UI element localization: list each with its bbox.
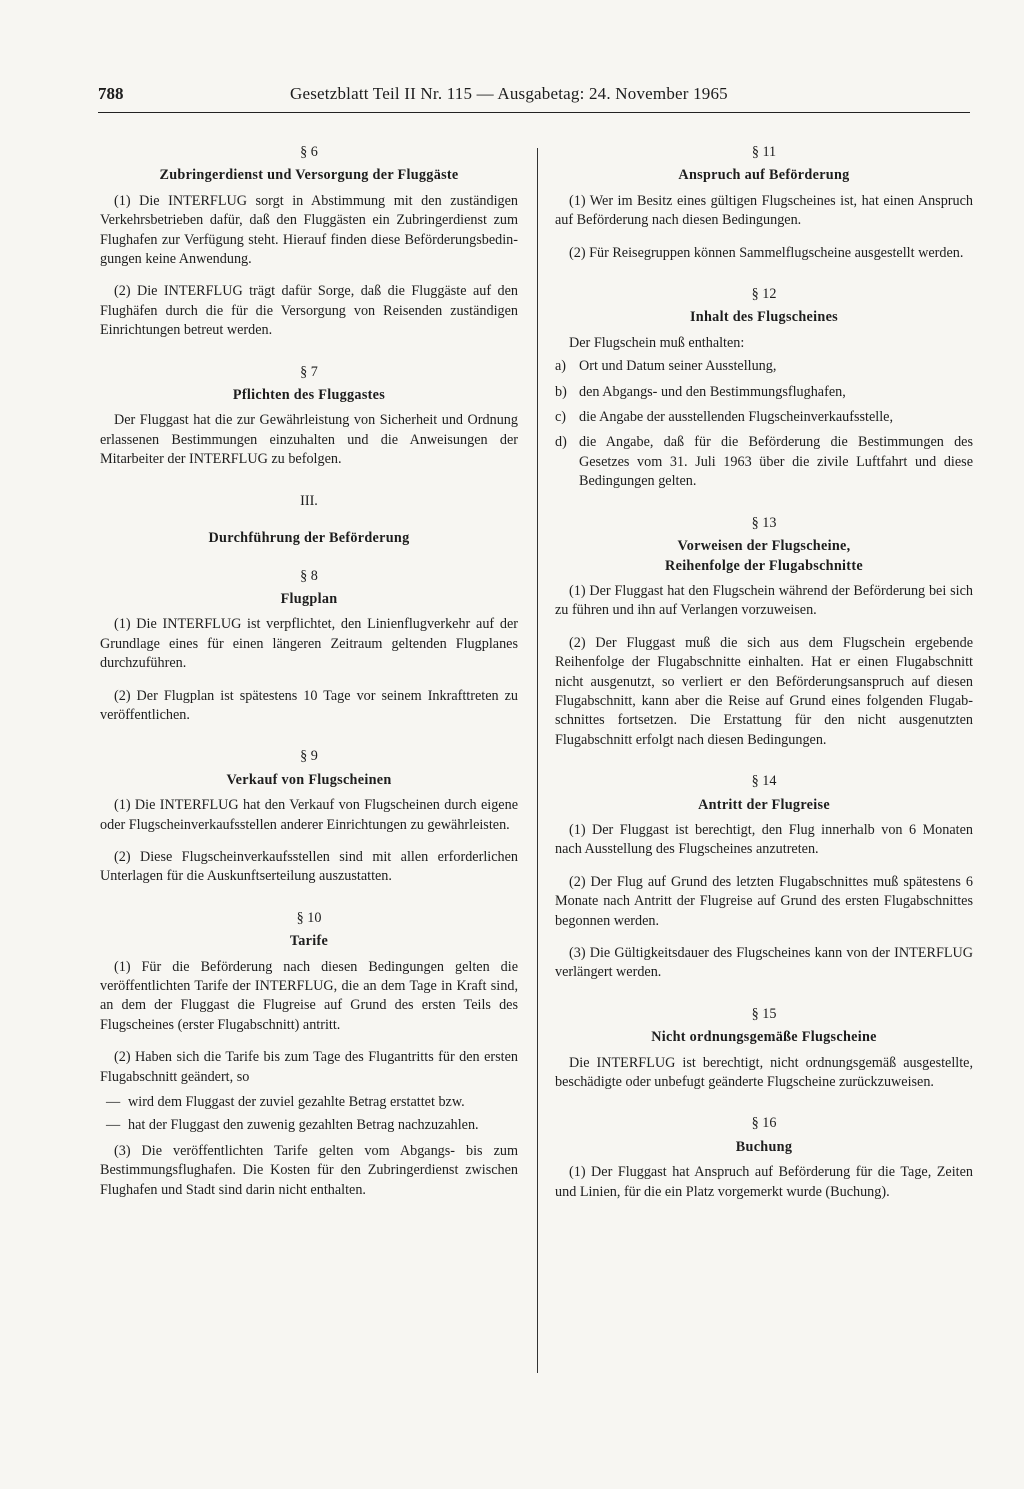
section-number: § 7 <box>300 363 318 380</box>
section-number: § 12 <box>751 286 777 303</box>
paragraph: (2) Die INTERFLUG trägt dafür Sorge, daß die Fluggäste auf den Flughäfen durch die für die Versorgung von Reisenden zuständigen Einrichtungen betreut werden. <box>100 283 518 339</box>
section-number: § 10 <box>296 909 322 926</box>
paragraph: (1) Der Fluggast ist berechtigt, den Flug innerhalb von 6 Monaten nach Ausstellung des Flugscheines anzutreten. <box>555 821 973 858</box>
paragraph: (2) Der Fluggast muß die sich aus dem Flugschein ergebende Reihenfolge der Flugabschnitte einhalten. Hat er einen Flugabschnitt nicht ausgenutzt, so verliert er den Beförderungsanspruch auf diesen Flugabschnitt, kann aber die Reise auf Grund eines folgenden Flugabschnittes fortsetzen. Die Erstattung für den nicht ausgenutzten Flugabschnitt erfolgt nach diesen Bedingungen. <box>555 634 973 748</box>
section-number: § 11 <box>751 144 777 160</box>
section-title: Nicht ordnungsgemäße Flugscheine <box>651 1029 877 1046</box>
paragraph: (2) Der Flug auf Grund des letzten Flugabschnittes muß spätestens 6 Monate nach Antritt der Flugreise auf Grund des ersten Flugabschnittes begonnen werden. <box>555 873 973 929</box>
running-head: Gesetzblatt Teil II Nr. 115 — Ausgabetag: 24. November 1965 <box>290 84 728 103</box>
section-10 <box>100 909 518 1200</box>
section-14 <box>555 772 973 983</box>
paragraph: (3) Die veröffentlichten Tarife gelten vom Abgangs- bis zum Bestimmungsflughafen. Die Kosten für den Zubringerdienst zwischen Flughafen und Stadt sind darin nicht enthalten. <box>100 1142 518 1198</box>
dash-marker: — <box>106 1094 121 1111</box>
dash-marker: — <box>106 1117 121 1134</box>
paragraph: (2) Für Reisegruppen können Sammelflugscheine ausgestellt werden. <box>569 244 964 261</box>
right-column <box>555 143 973 1224</box>
item-list <box>555 357 973 491</box>
section-7 <box>100 363 518 470</box>
section-title: Flugplan <box>280 590 338 607</box>
section-title: Vorweisen der Flugscheine, <box>677 538 851 555</box>
section-title: Anspruch auf Beförderung <box>678 167 850 184</box>
paragraph: (1) Wer im Besitz eines gültigen Flugscheines ist, hat einen Anspruch auf Beförderung nach diesen Bedingungen. <box>555 192 973 229</box>
section-title: Buchung <box>735 1138 793 1155</box>
section-title: Pflichten des Fluggastes <box>232 387 386 404</box>
section-number: § 9 <box>300 748 318 765</box>
paragraph: Der Fluggast hat die zur Gewährleistung von Sicherheit und Ordnung erlassenen Bestimmungen einzuhalten und die Anweisungen der Mitarbeiter der INTERFLUG zu befolgen. <box>100 412 518 468</box>
list-item: — hat der Fluggast den zuwenig gezahlten Betrag nachzuzahlen. <box>100 1116 518 1135</box>
column-divider <box>537 148 538 1373</box>
paragraph: (1) Der Fluggast hat Anspruch auf Beförderung für die Tage, Zeiten und Linien, für die ein Platz vorgemerkt wurde (Buchung). <box>555 1164 973 1200</box>
section-13 <box>555 514 973 750</box>
section-number: § 16 <box>751 1115 777 1132</box>
left-column <box>100 143 518 1222</box>
section-16 <box>555 1114 973 1202</box>
section-number: § 8 <box>300 567 318 584</box>
dash-list <box>100 1093 518 1136</box>
paragraph: (2) Der Flugplan ist spätestens 10 Tage vor seinem Inkrafttreten zu veröffentlichen. <box>100 687 518 723</box>
part-3 <box>100 492 518 549</box>
paragraph: (1) Für die Beförderung nach diesen Bedingungen gelten die veröffentlichten Tarife der INTERFLUG, die an dem Tage in Kraft sind, an dem der Fluggast die Flugreise auf Grund des ersten Teils des Flugscheines (erster Flugabschnitt) antritt. <box>100 958 518 1033</box>
section-title: Zubringerdienst und Versorgung der Fluggäste <box>159 167 459 184</box>
part-title: Durchführung der Beförderung <box>208 530 410 547</box>
paragraph: (1) Der Fluggast hat den Flugschein während der Beförderung bei sich zu führen und ihn auf Verlangen vorzuweisen. <box>555 582 973 619</box>
paragraph: (1) Die INTERFLUG hat den Verkauf von Flugscheinen durch eigene oder Flugscheinverkaufsstellen anderer Einrichtungen zu gewährleisten. <box>100 797 518 833</box>
section-title: Tarife <box>289 933 329 950</box>
header-rule <box>98 112 970 113</box>
section-title: Antritt der Flugreise <box>698 796 830 813</box>
paragraph: (2) Diese Flugscheinverkaufsstellen sind mit allen erforderlichen Unterlagen für die Auskunftserteilung auszustatten. <box>100 848 518 885</box>
paragraph: (2) Haben sich die Tarife bis zum Tage des Flugantritts für den ersten Flugabschnitt geändert, so <box>100 1049 518 1085</box>
list-item: a) Ort und Datum seiner Ausstellung, <box>555 358 777 375</box>
section-number: § 14 <box>751 773 777 790</box>
list-item: d) die Angabe, daß für die Beförderung die Bestimmungen des Gesetzes vom 31. Juli 1963 über die zivile Luftfahrt und diese Bedingungen gelten. <box>555 434 973 490</box>
list-item: c) die Angabe der ausstellenden Flugscheinverkaufsstelle, <box>555 409 894 426</box>
page-number: 788 <box>98 84 124 103</box>
section-title: Reihenfolge der Flugabschnitte <box>665 557 863 574</box>
paragraph: Der Flugschein muß enthalten: <box>569 334 745 351</box>
section-11 <box>555 143 973 263</box>
section-8 <box>100 567 518 726</box>
section-title: Verkauf von Flugscheinen <box>226 771 392 788</box>
section-12 <box>555 285 973 492</box>
paragraph: (1) Die INTERFLUG ist verpflichtet, den Linienflugverkehr auf der Grundlage eines für einen längeren Zeitraum geltenden Flugplanes durchzuführen. <box>100 616 518 672</box>
section-6 <box>100 143 518 341</box>
page-header <box>98 84 970 108</box>
paragraph: (3) Die Gültigkeitsdauer des Flugscheines kann von der INTERFLUG verlängert werden. <box>555 945 973 981</box>
section-number: § 13 <box>751 514 777 531</box>
section-15 <box>555 1005 973 1093</box>
list-item: — wird dem Fluggast der zuviel gezahlte Betrag erstattet bzw. <box>100 1093 518 1112</box>
section-number: § 15 <box>751 1005 777 1022</box>
section-number: § 6 <box>300 144 318 160</box>
paragraph: (1) Die INTERFLUG sorgt in Abstimmung mit den zuständigen Verkehrsbetrieben dafür, daß den Fluggästen ein Zubringerdienst zum Flughafen zur Verfügung steht. Hierauf finden diese Beförderungsbedingungen keine Anwendung. <box>100 192 518 268</box>
section-9 <box>100 747 518 886</box>
part-number: III. <box>300 492 318 509</box>
section-title: Inhalt des Flugscheines <box>689 309 838 326</box>
list-item: b) den Abgangs- und den Bestimmungsflughafen, <box>555 383 846 400</box>
paragraph: Die INTERFLUG ist berechtigt, nicht ordnungsgemäß ausgestellte, beschädigte oder unbefugt geänderte Flugscheine zurückzuweisen. <box>555 1054 973 1091</box>
